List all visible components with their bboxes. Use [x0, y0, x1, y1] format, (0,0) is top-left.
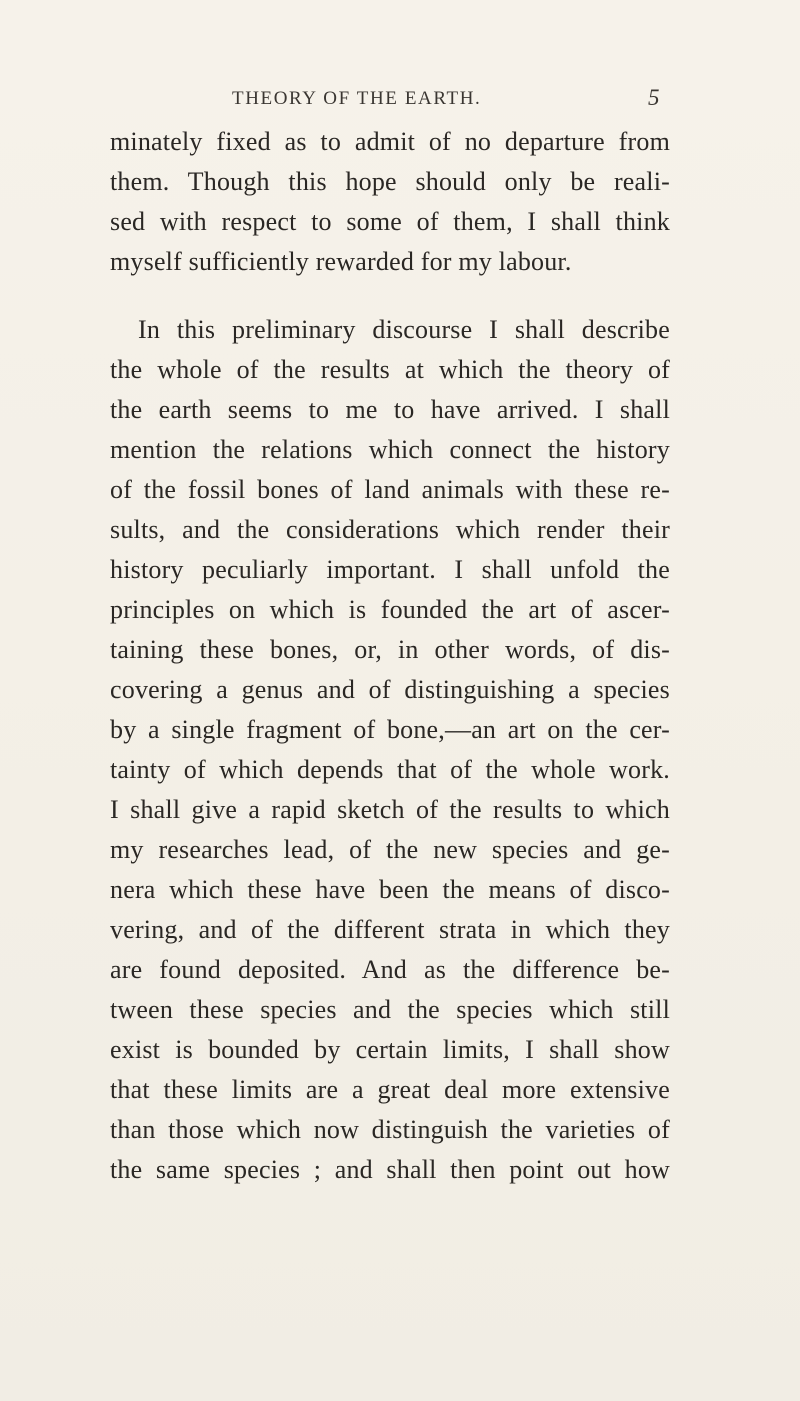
text-line: I shall give a rapid sketch of the results to which: [110, 795, 670, 824]
text-line: vering, and of the different strata in which they: [110, 915, 670, 944]
running-title: THEORY OF THE EARTH.: [232, 88, 482, 109]
text-line: exist is bounded by certain limits, I shall show: [110, 1035, 670, 1064]
text-line: the earth seems to me to have arrived. I shall: [110, 395, 670, 424]
text-line: them. Though this hope should only be reali-: [110, 167, 670, 196]
text-line: mention the relations which connect the history: [110, 435, 670, 464]
text-line: minately fixed as to admit of no departure from: [110, 127, 670, 156]
paragraph-2: [110, 310, 670, 1190]
text-line: principles on which is founded the art of ascer-: [110, 595, 670, 624]
text-line: sults, and the considerations which render their: [110, 515, 670, 544]
text-line: that these limits are a great deal more extensive: [110, 1075, 670, 1104]
running-head: [0, 85, 800, 118]
body-text: [110, 122, 670, 1190]
text-line: myself sufficiently rewarded for my labour.: [110, 247, 572, 276]
text-line: covering a genus and of distinguishing a species: [110, 675, 670, 704]
text-line: In this preliminary discourse I shall describe: [138, 315, 670, 344]
text-line: my researches lead, of the new species and ge-: [110, 835, 670, 864]
text-line: than those which now distinguish the varieties of: [110, 1115, 670, 1144]
text-line: the whole of the results at which the theory of: [110, 355, 670, 384]
text-line: are found deposited. And as the difference be-: [110, 955, 670, 984]
page-number: 5: [648, 85, 660, 110]
text-line: the same species ; and shall then point out how: [110, 1155, 670, 1184]
text-line: by a single fragment of bone,—an art on the cer-: [110, 715, 670, 744]
text-line: sed with respect to some of them, I shall think: [110, 207, 670, 236]
text-line: tween these species and the species which still: [110, 995, 670, 1024]
text-line: taining these bones, or, in other words, of dis-: [110, 635, 670, 664]
text-line: tainty of which depends that of the whole work.: [110, 755, 670, 784]
text-line: of the fossil bones of land animals with these re-: [110, 475, 670, 504]
text-line: history peculiarly important. I shall unfold the: [110, 555, 670, 584]
paragraph-1: [110, 122, 670, 282]
text-line: nera which these have been the means of disco-: [110, 875, 670, 904]
